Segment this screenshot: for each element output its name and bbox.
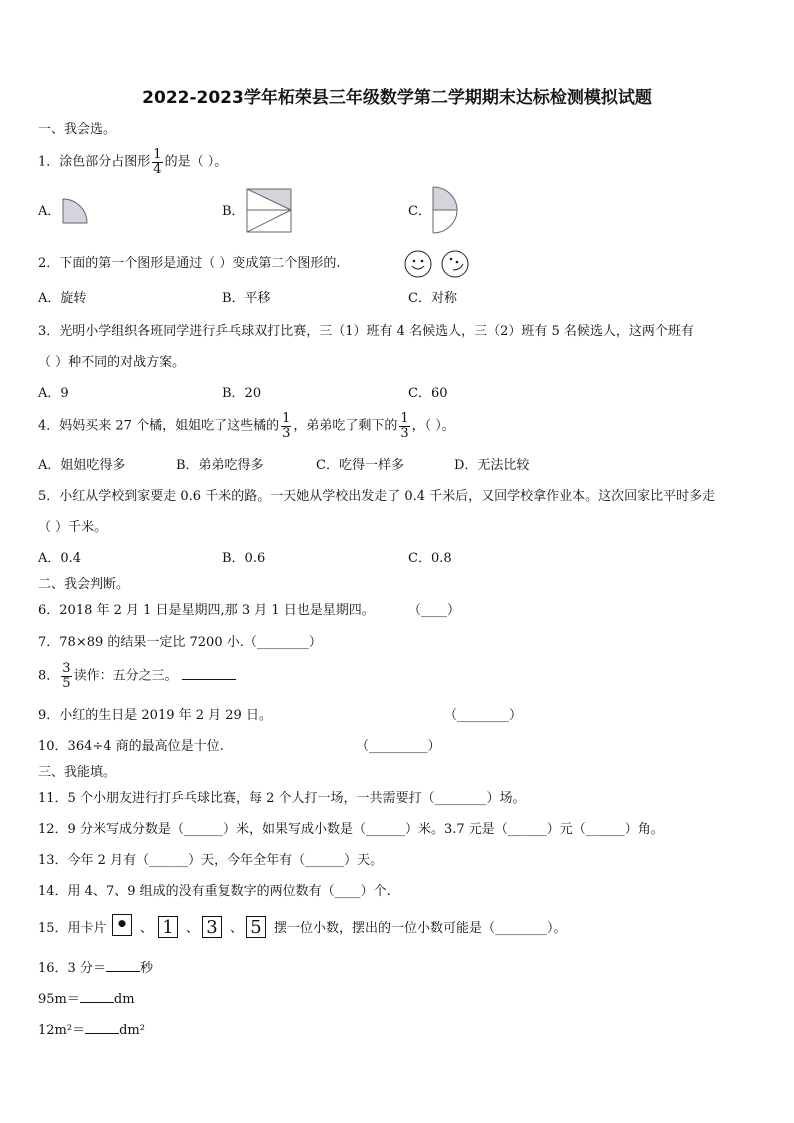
q2-option-a: A．旋转 bbox=[38, 291, 87, 306]
question-14: 14．用 4、7、9 组成的没有重复数字的两位数有（____）个. bbox=[38, 884, 391, 899]
smiley-faces-icon bbox=[404, 250, 470, 278]
fraction-one-third bbox=[281, 412, 291, 440]
fraction-one-quarter bbox=[152, 148, 162, 176]
question-12: 12．9 分米写成分数是（______）米，如果写成小数是（______）米。3.7 元是（______）元（______）角。 bbox=[38, 822, 664, 837]
section-heading-judge: 二、我会判断。 bbox=[38, 577, 130, 592]
q2-option-c: C．对称 bbox=[408, 291, 457, 306]
question-16-line-2 bbox=[38, 990, 135, 1006]
question-9-answer-blank[interactable]: （________） bbox=[444, 708, 523, 723]
question-8-prefix: 8． bbox=[38, 668, 60, 684]
question-9: 9．小红的生日是 2019 年 2 月 29 日。 bbox=[38, 708, 272, 723]
digit-card-3: 3 bbox=[202, 916, 222, 938]
question-5-line-2: （ ）千米。 bbox=[38, 520, 108, 535]
fraction-three-fifths bbox=[61, 662, 71, 690]
question-2: 2．下面的第一个图形是通过（ ）变成第二个图形的. bbox=[38, 256, 341, 271]
question-16-line-3-prefix: 12m²＝ bbox=[38, 1023, 86, 1038]
question-16-line-2-prefix: 95m＝ bbox=[38, 992, 80, 1007]
page-title: 2022-2023学年柘荣县三年级数学第二学期期末达标检测模拟试题 bbox=[142, 88, 652, 108]
question-8-suffix: 读作：五分之三。 bbox=[73, 668, 178, 684]
question-4 bbox=[38, 412, 455, 440]
question-4-suffix: ，（ ）。 bbox=[411, 418, 455, 434]
question-1 bbox=[38, 148, 227, 176]
q1-option-c-label: C． bbox=[408, 204, 431, 219]
question-5-line-1: 5．小红从学校到家要走 0.6 千米的路。一天她从学校出发走了 0.4 千米后，又回学校拿作业本。这次回家比平时多走 bbox=[38, 489, 716, 504]
question-16-seconds-blank[interactable] bbox=[106, 959, 140, 972]
q4-option-c: C．吃得一样多 bbox=[316, 458, 404, 473]
question-4-prefix: 4．妈妈买来 27 个橘，姐姐吃了这些橘的 bbox=[38, 418, 280, 434]
section-heading-choice: 一、我会选。 bbox=[38, 122, 117, 137]
digit-card-dot: • bbox=[112, 914, 132, 936]
question-16-line-1-prefix: 16．3 分＝ bbox=[38, 961, 106, 976]
question-6: 6．2018 年 2 月 1 日是星期四,那 3 月 1 日也是星期四。 bbox=[38, 603, 375, 618]
question-16-line-2-unit: dm bbox=[113, 992, 135, 1007]
q3-option-b: B．20 bbox=[222, 386, 262, 401]
question-15-prefix: 15．用卡片 bbox=[38, 921, 107, 936]
question-10: 10．364÷4 商的最高位是十位. bbox=[38, 739, 224, 754]
question-15-suffix: 摆一位小数，摆出的一位小数可能是（________）。 bbox=[274, 921, 567, 936]
question-16-line-1 bbox=[38, 959, 153, 975]
q5-option-a: A．0.4 bbox=[38, 551, 82, 566]
question-1-prefix: 1．涂色部分占图形 bbox=[38, 154, 151, 170]
q4-option-b: B．弟弟吃得多 bbox=[176, 458, 264, 473]
question-4-middle: ，弟弟吃了剩下的 bbox=[293, 418, 398, 434]
fraction-numerator: 1 bbox=[282, 411, 291, 426]
q2-option-b: B．平移 bbox=[222, 291, 271, 306]
fraction-numerator: 1 bbox=[400, 411, 409, 426]
question-11: 11．5 个小朋友进行打乒乓球比赛，每 2 个人打一场，一共需要打（________）场。 bbox=[38, 791, 526, 806]
question-8-answer-blank[interactable] bbox=[182, 667, 236, 680]
question-16-line-3 bbox=[38, 1021, 145, 1037]
card-separator: 、 bbox=[230, 921, 244, 936]
question-13: 13．今年 2 月有（______）天，今年全年有（______）天。 bbox=[38, 853, 384, 868]
question-10-answer-blank[interactable]: （_________） bbox=[356, 739, 441, 754]
question-16-line-1-unit: 秒 bbox=[139, 961, 153, 976]
q4-option-a: A．姐姐吃得多 bbox=[38, 458, 126, 473]
card-separator: 、 bbox=[186, 921, 200, 936]
question-3-line-2: （ ）种不同的对战方案。 bbox=[38, 355, 186, 370]
fraction-numerator: 1 bbox=[153, 147, 162, 162]
digit-card-1: 1 bbox=[158, 916, 178, 938]
question-8 bbox=[38, 662, 236, 690]
q5-option-b: B．0.6 bbox=[222, 551, 266, 566]
half-circle-shape bbox=[432, 186, 460, 234]
question-7: 7．78×89 的结果一定比 7200 小.（________） bbox=[38, 635, 322, 650]
quarter-circle-shape bbox=[62, 198, 88, 224]
fraction-numerator: 3 bbox=[62, 661, 71, 676]
question-16-dm2-blank[interactable] bbox=[85, 1021, 119, 1034]
q1-option-b-label: B． bbox=[222, 204, 245, 219]
fraction-denominator: 3 bbox=[400, 425, 409, 441]
question-1-suffix: 的是（ ）。 bbox=[164, 154, 228, 170]
fraction-denominator: 4 bbox=[153, 161, 162, 177]
question-6-answer-blank[interactable]: （____） bbox=[408, 603, 461, 618]
question-16-dm-blank[interactable] bbox=[80, 990, 114, 1003]
q3-option-c: C．60 bbox=[408, 386, 448, 401]
digit-card-5: 5 bbox=[246, 916, 266, 938]
fraction-denominator: 3 bbox=[282, 425, 291, 441]
section-heading-fill: 三、我能填。 bbox=[38, 765, 117, 780]
card-separator: 、 bbox=[140, 921, 154, 936]
q1-option-a-label: A． bbox=[38, 204, 61, 219]
fraction-denominator: 5 bbox=[62, 675, 71, 691]
q4-option-d: D．无法比较 bbox=[454, 458, 530, 473]
question-3-line-1: 3．光明小学组织各班同学进行乒乓球双打比赛，三（1）班有 4 名候选人，三（2）班有 5 名候选人，这两个班有 bbox=[38, 324, 694, 339]
question-16-line-3-unit: dm² bbox=[119, 1023, 145, 1038]
q3-option-a: A．9 bbox=[38, 386, 69, 401]
rectangle-divided-shape bbox=[246, 188, 292, 233]
q5-option-c: C．0.8 bbox=[408, 551, 452, 566]
fraction-one-third bbox=[399, 412, 409, 440]
